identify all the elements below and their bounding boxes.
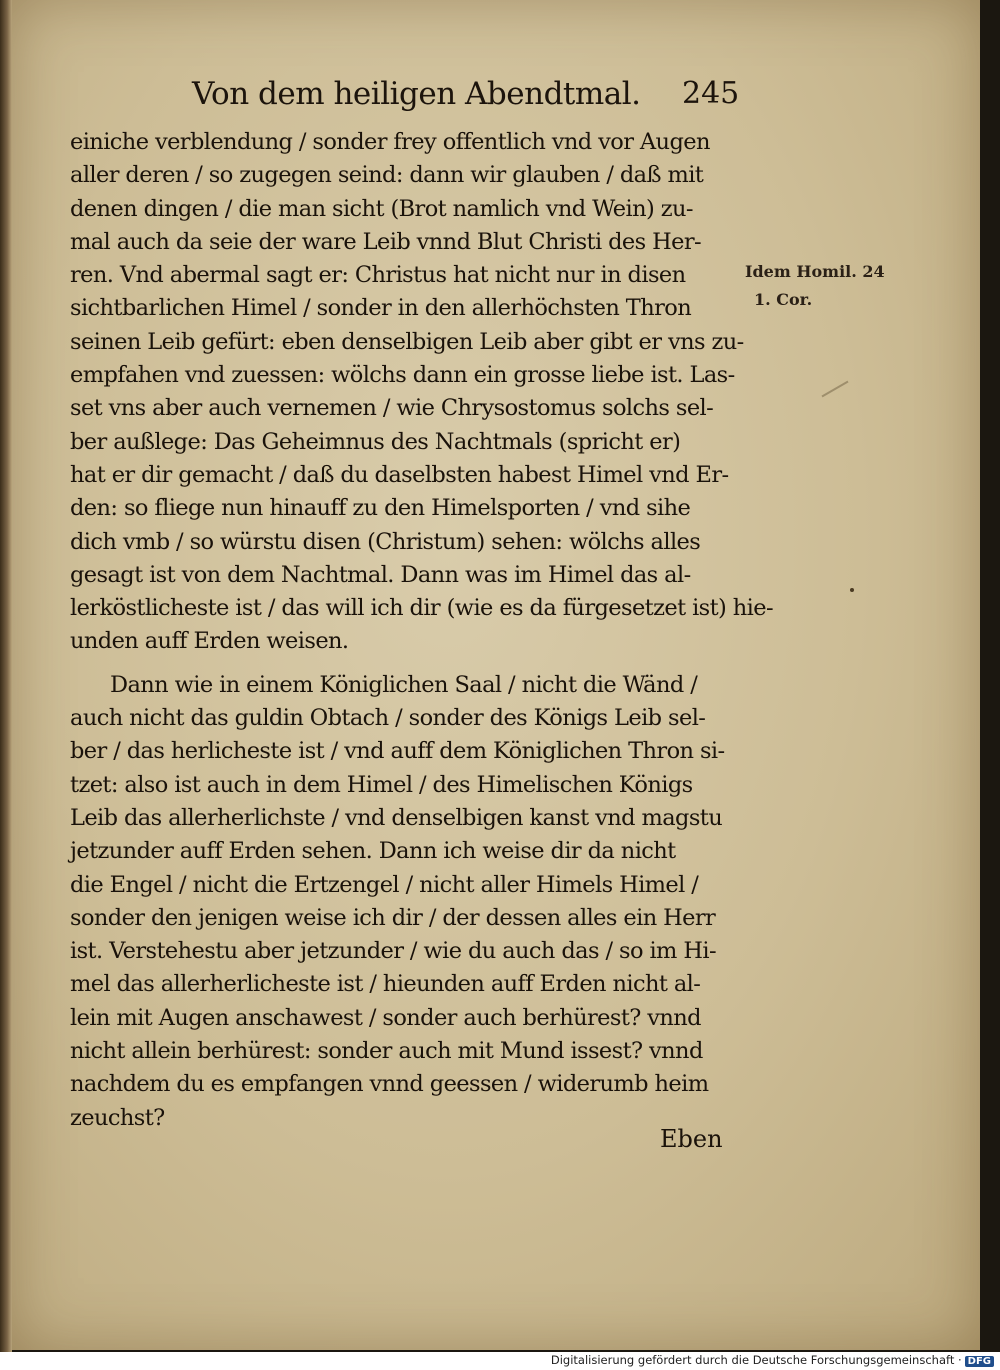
text-line: mal auch da seie der ware Leib vnnd Blut Christi des Her-: [70, 228, 702, 255]
text-line: nicht allein berhürest: sonder auch mit Mund issest? vnnd: [70, 1038, 703, 1065]
body-text: [70, 126, 773, 1135]
funding-credit: [551, 1353, 994, 1367]
margin-note-reference: 1. Cor.: [754, 290, 813, 309]
text-line: ber außlege: Das Geheimnus des Nachtmals (spricht er): [70, 428, 681, 455]
book-page: [12, 0, 980, 1350]
text-line: jetzunder auff Erden sehen. Dann ich weise dir da nicht: [70, 838, 676, 865]
dfg-logo: DFG: [965, 1356, 994, 1367]
text-line: nachdem du es empfangen vnnd geessen / widerumb heim: [70, 1071, 709, 1098]
funding-credit-text: Digitalisierung gefördert durch die Deutsche Forschungsgemeinschaft ·: [550, 1353, 962, 1367]
text-line: ber / das herlicheste ist / vnd auff dem Königlichen Thron si-: [70, 738, 725, 765]
text-line: set vns aber auch vernemen / wie Chrysostomus solchs sel-: [70, 395, 714, 422]
text-line: zeuchst?: [70, 1104, 165, 1131]
text-line: unden auff Erden weisen.: [70, 628, 349, 655]
text-line: denen dingen / die man sicht (Brot namlich vnd Wein) zu-: [70, 195, 693, 222]
text-line: lein mit Augen anschawest / sonder auch berhürest? vnnd: [70, 1004, 701, 1031]
text-line: die Engel / nicht die Ertzengel / nicht aller Himels Himel /: [70, 871, 699, 898]
text-line: empfahen vnd zuessen: wölchs dann ein grosse liebe ist. Las-: [70, 362, 735, 389]
running-head: Von dem heiligen Abendtmal.: [192, 76, 641, 112]
text-line: aller deren / so zugegen seind: dann wir glauben / daß mit: [70, 162, 704, 189]
text-line: seinen Leib gefürt: eben denselbigen Leib aber gibt er vns zu-: [70, 328, 744, 355]
text-line: ist. Verstehestu aber jetzunder / wie du auch das / so im Hi-: [70, 938, 716, 965]
text-line: lerköstlicheste ist / das will ich dir (wie es da fürgesetzet ist) hie-: [70, 595, 773, 622]
text-line: ren. Vnd abermal sagt er: Christus hat nicht nur in disen: [70, 262, 686, 289]
text-line: einiche verblendung / sonder frey offentlich vnd vor Augen: [70, 129, 710, 155]
text-line: Leib das allerherlichste / vnd denselbigen kanst vnd magstu: [70, 804, 723, 831]
page-header: [12, 76, 980, 126]
text-line: dich vmb / so würstu disen (Christum) sehen: wölchs alles: [70, 528, 701, 555]
page-number: 245: [682, 76, 740, 111]
digitization-footer: [0, 1352, 1000, 1370]
margin-note-reference: Idem Homil. 24: [745, 262, 885, 281]
text-line: mel das allerherlicheste ist / hieunden auff Erden nicht al-: [70, 971, 701, 998]
text-line: sonder den jenigen weise ich dir / der dessen alles ein Herr: [70, 904, 716, 931]
text-line: auch nicht das guldin Obtach / sonder des Königs Leib sel-: [70, 705, 706, 732]
ink-stroke-mark: [822, 381, 849, 398]
text-line: Dann wie in einem Königlichen Saal / nicht die Wänd /: [110, 671, 698, 698]
text-line: hat er dir gemacht / daß du daselbsten habest Himel vnd Er-: [70, 461, 729, 488]
text-line: sichtbarlichen Himel / sonder in den allerhöchsten Thron: [70, 295, 692, 322]
text-line: den: so fliege nun hinauff zu den Himelsporten / vnd sihe: [70, 495, 691, 522]
catchword: Eben: [660, 1125, 723, 1153]
book-spine-edge: [0, 0, 12, 1352]
text-line: tzet: also ist auch in dem Himel / des Himelischen Königs: [70, 771, 693, 798]
text-line: gesagt ist von dem Nachtmal. Dann was im Himel das al-: [70, 561, 691, 588]
paragraph-gap: [70, 659, 760, 669]
ink-dot-mark: [850, 588, 854, 592]
